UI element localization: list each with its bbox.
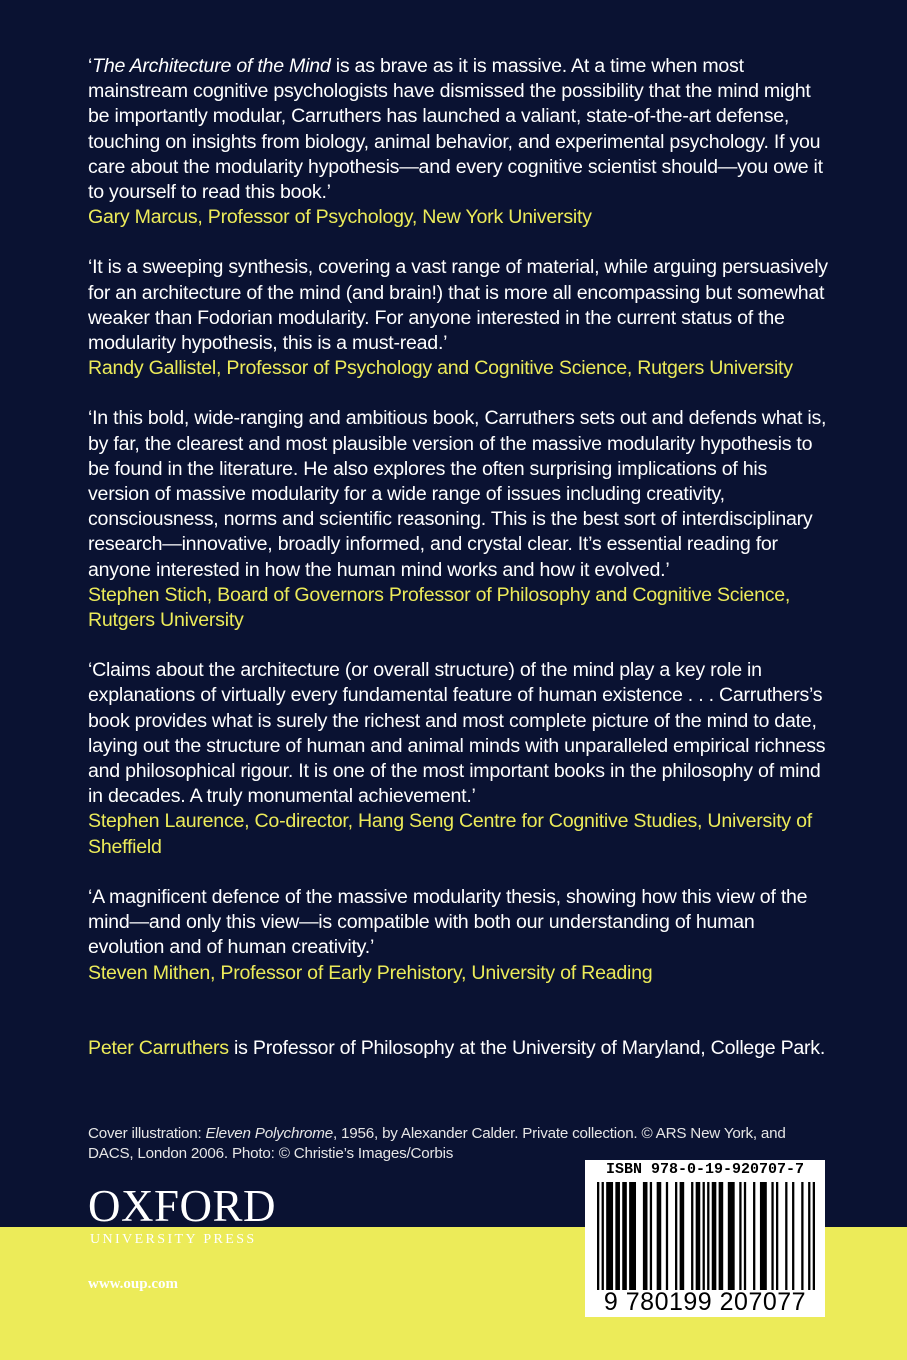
barcode-digits: 9 780199 207077 <box>603 1288 807 1316</box>
barcode-bar <box>739 1182 741 1290</box>
blurb-attribution: Stephen Laurence, Co-director, Hang Seng Centre for Cognitive Studies, University of Sheffield <box>88 810 812 858</box>
blurb-attribution: Steven Mithen, Professor of Early Prehistory, University of Reading <box>88 961 653 984</box>
barcode-bar <box>707 1182 709 1290</box>
blurb-attribution: Stephen Stich, Board of Governors Professor of Philosophy and Cognitive Science, Rutgers University <box>88 583 791 632</box>
barcode-bar <box>691 1182 693 1290</box>
barcode-bar <box>728 1182 735 1290</box>
barcode-bar <box>657 1182 662 1290</box>
blurb-attribution: Gary Marcus, Professor of Psychology, New York University <box>88 206 592 229</box>
barcode-bar <box>776 1182 778 1290</box>
blurb-quote <box>88 54 828 205</box>
blurb-2 <box>88 255 828 381</box>
blurbs-section <box>88 54 828 1011</box>
barcode-bar <box>753 1182 755 1290</box>
barcode-bar <box>771 1182 773 1290</box>
barcode-bar <box>629 1182 636 1290</box>
blurb-quote: ‘It is a sweeping synthesis, covering a vast range of material, while arguing persuasively for an architecture of the mind (and brain!) that is more all encompassing but somewhat weaker than Fodorian modularity. For anyone interested in the current status of the modularity hypothesis, this is a must-read.’ <box>88 256 828 355</box>
barcode-bar <box>615 1182 620 1290</box>
barcode-bar <box>719 1182 724 1290</box>
barcode-bar <box>808 1182 810 1290</box>
isbn-barcode <box>585 1160 825 1317</box>
author-name: Peter Carruthers <box>88 1037 229 1059</box>
book-title: The Architecture of the Mind <box>92 55 331 77</box>
barcode-bar <box>622 1182 627 1290</box>
barcode-bar <box>597 1182 599 1290</box>
barcode-bar <box>602 1182 604 1290</box>
barcode-bar <box>703 1182 705 1290</box>
author-bio-text: is Professor of Philosophy at the University of Maryland, College Park. <box>228 1037 826 1059</box>
university-press-label: UNIVERSITY PRESS <box>90 1232 257 1247</box>
blurb-quote: ‘Claims about the architecture (or overall structure) of the mind play a key role in explanations of virtually every fundamental feature of human existence . . . Carruthers’s book provides what is surely the richest and most complete picture of the mind to date, laying out the structure of human and animal minds with unparalleled empirical richness and philosophical rigour. It is one of the most important books in the philosophy of mind in decades. A truly monumental achievement.’ <box>88 659 826 808</box>
barcode-bar <box>680 1182 685 1290</box>
barcode-bar <box>785 1182 787 1290</box>
barcode-bar <box>666 1182 668 1290</box>
blurb-4 <box>88 658 828 860</box>
barcode-bar <box>606 1182 613 1290</box>
barcode-bar <box>760 1182 767 1290</box>
blurb-1 <box>88 54 828 230</box>
publisher-url: www.oup.com <box>88 1276 179 1292</box>
credits-text: , 1956, by Alexander Calder. Private collection. © ARS New York, and DACS, London 2006. Photo: © Christie’s Images/Corbis <box>88 1125 786 1162</box>
blurb-5 <box>88 885 828 986</box>
blurb-3 <box>88 406 828 633</box>
barcode-bar <box>643 1182 648 1290</box>
blurb-attribution: Randy Gallistel, Professor of Psychology and Cognitive Science, Rutgers University <box>88 357 793 380</box>
credits-prefix: Cover illustration: <box>88 1125 206 1142</box>
author-bio <box>88 1036 828 1061</box>
barcode-bar <box>675 1182 677 1290</box>
barcode-bar <box>744 1182 746 1290</box>
barcode-bar <box>712 1182 717 1290</box>
barcode-bars <box>597 1182 815 1290</box>
cover-credits <box>88 1124 828 1164</box>
blurb-quote: ‘A magnificent defence of the massive modularity thesis, showing how this view of the mind—and only this view—is compatible with both our understanding of human evolution and of human creativity.’ <box>88 885 808 959</box>
barcode-bar <box>650 1182 652 1290</box>
isbn-label: ISBN 978-0-19-920707-7 <box>605 1161 805 1178</box>
barcode-bar <box>813 1182 815 1290</box>
oxford-logo: OXFORD <box>88 1181 277 1231</box>
quote-text: is as brave as it is massive. At a time when most mainstream cognitive psychologists have dismissed the possibility that the mind might be importantly modular, Carruthers has launched a valiant, state-of-the-art defense, touching on insights from biology, animal behavior, and experimental psychology. If you care about the modularity hypothesis—and every cognitive scientist should—you owe it to yourself to read this book.’ <box>88 55 823 204</box>
open-quote: ‘ <box>88 55 93 77</box>
barcode-bar <box>792 1182 794 1290</box>
blurb-quote: ‘In this bold, wide-ranging and ambitious book, Carruthers sets out and defends what is, by far, the clearest and most plausible version of the massive modularity hypothesis to be found in the literature. He also explores the often surprising implications of his version of massive modularity for a wide range of issues including creativity, consciousness, norms and scientific reasoning. This is the best sort of interdisciplinary research—innovative, broadly informed, and crystal clear. It’s essential reading for anyone interested in how the human mind works and how it evolved.’ <box>88 407 827 581</box>
artwork-title: Eleven Polychrome <box>205 1125 333 1142</box>
barcode-bar <box>696 1182 701 1290</box>
barcode-bar <box>801 1182 803 1290</box>
